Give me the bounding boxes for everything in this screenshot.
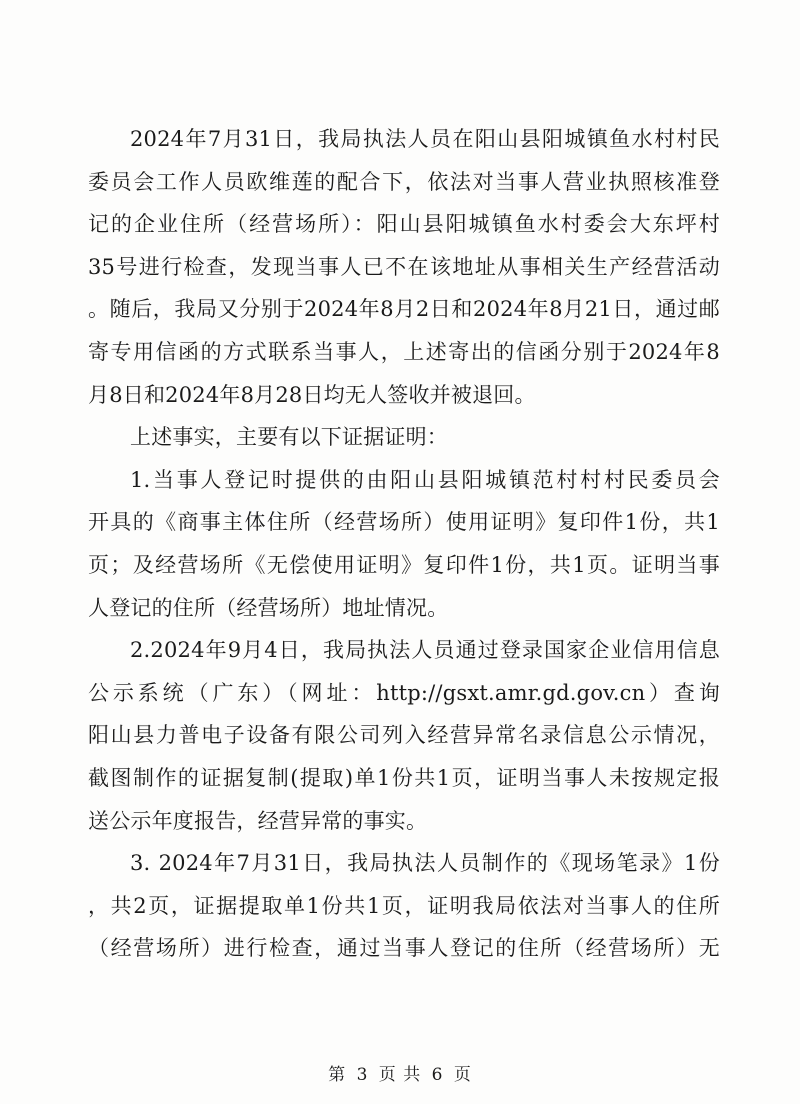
footer-page-middle: 页 共 bbox=[378, 1065, 422, 1085]
paragraph-2-line-1: 上述事实，主要有以下证据证明： bbox=[130, 425, 448, 450]
page-footer bbox=[0, 1060, 800, 1085]
paragraph-3-line-2: 开具的《商事主体住所（经营场所）使用证明》复印件1份，共1 bbox=[88, 510, 720, 535]
footer-page-prefix: 第 bbox=[328, 1065, 347, 1085]
paragraph-5-line-3: （经营场所）进行检查，通过当事人登记的住所（经营场所）无 bbox=[88, 936, 720, 961]
paragraph-1-line-4: 35号进行检查，发现当事人已不在该地址从事相关生产经营活动 bbox=[88, 254, 720, 279]
paragraph-1-line-6: 寄专用信函的方式联系当事人，上述寄出的信函分别于2024年8 bbox=[88, 339, 720, 364]
paragraph-1-line-5: 。随后，我局又分别于2024年8月2日和2024年8月21日，通过邮 bbox=[88, 297, 720, 322]
paragraph-4-line-4: 截图制作的证据复制(提取)单1份共1页，证明当事人未按规定报 bbox=[88, 765, 720, 790]
paragraph-4-line-2: 公示系统（广东）（网址：http://gsxt.amr.gd.gov.cn）查询 bbox=[88, 680, 720, 705]
paragraph-4-line-1: 2.2024年9月4日，我局执法人员通过登录国家企业信用信息 bbox=[130, 638, 720, 663]
paragraph-3-line-3: 页；及经营场所《无偿使用证明》复印件1份，共1页。证明当事 bbox=[88, 552, 720, 577]
paragraph-3-line-4: 人登记的住所（经营场所）地址情况。 bbox=[88, 595, 449, 620]
footer-page-number: 3 bbox=[356, 1065, 369, 1085]
paragraph-5-line-1: 3. 2024年7月31日，我局执法人员制作的《现场笔录》1份 bbox=[130, 851, 720, 876]
paragraph-1-line-1: 2024年7月31日，我局执法人员在阳山县阳城镇鱼水村村民 bbox=[130, 127, 720, 151]
body-text bbox=[88, 118, 720, 970]
paragraph-3-line-1: 1.当事人登记时提供的由阳山县阳城镇范村村村民委员会 bbox=[130, 467, 720, 492]
paragraph-4-line-5: 送公示年度报告，经营异常的事实。 bbox=[88, 808, 428, 833]
paragraph-4-line-3: 阳山县力普电子设备有限公司列入经营异常名录信息公示情况， bbox=[88, 723, 720, 748]
footer-page-total: 6 bbox=[431, 1065, 444, 1085]
footer-page-suffix: 页 bbox=[453, 1065, 472, 1085]
paragraph-1-line-7: 月8日和2024年8月28日均无人签收并被退回。 bbox=[88, 382, 536, 407]
paragraph-5-line-2: ，共2页，证据提取单1份共1页，证明我局依法对当事人的住所 bbox=[88, 893, 720, 918]
paragraph-1-line-2: 委员会工作人员欧维莲的配合下，依法对当事人营业执照核准登 bbox=[88, 169, 720, 194]
paragraph-1-line-3: 记的企业住所（经营场所）：阳山县阳城镇鱼水村委会大东坪村 bbox=[88, 212, 720, 237]
